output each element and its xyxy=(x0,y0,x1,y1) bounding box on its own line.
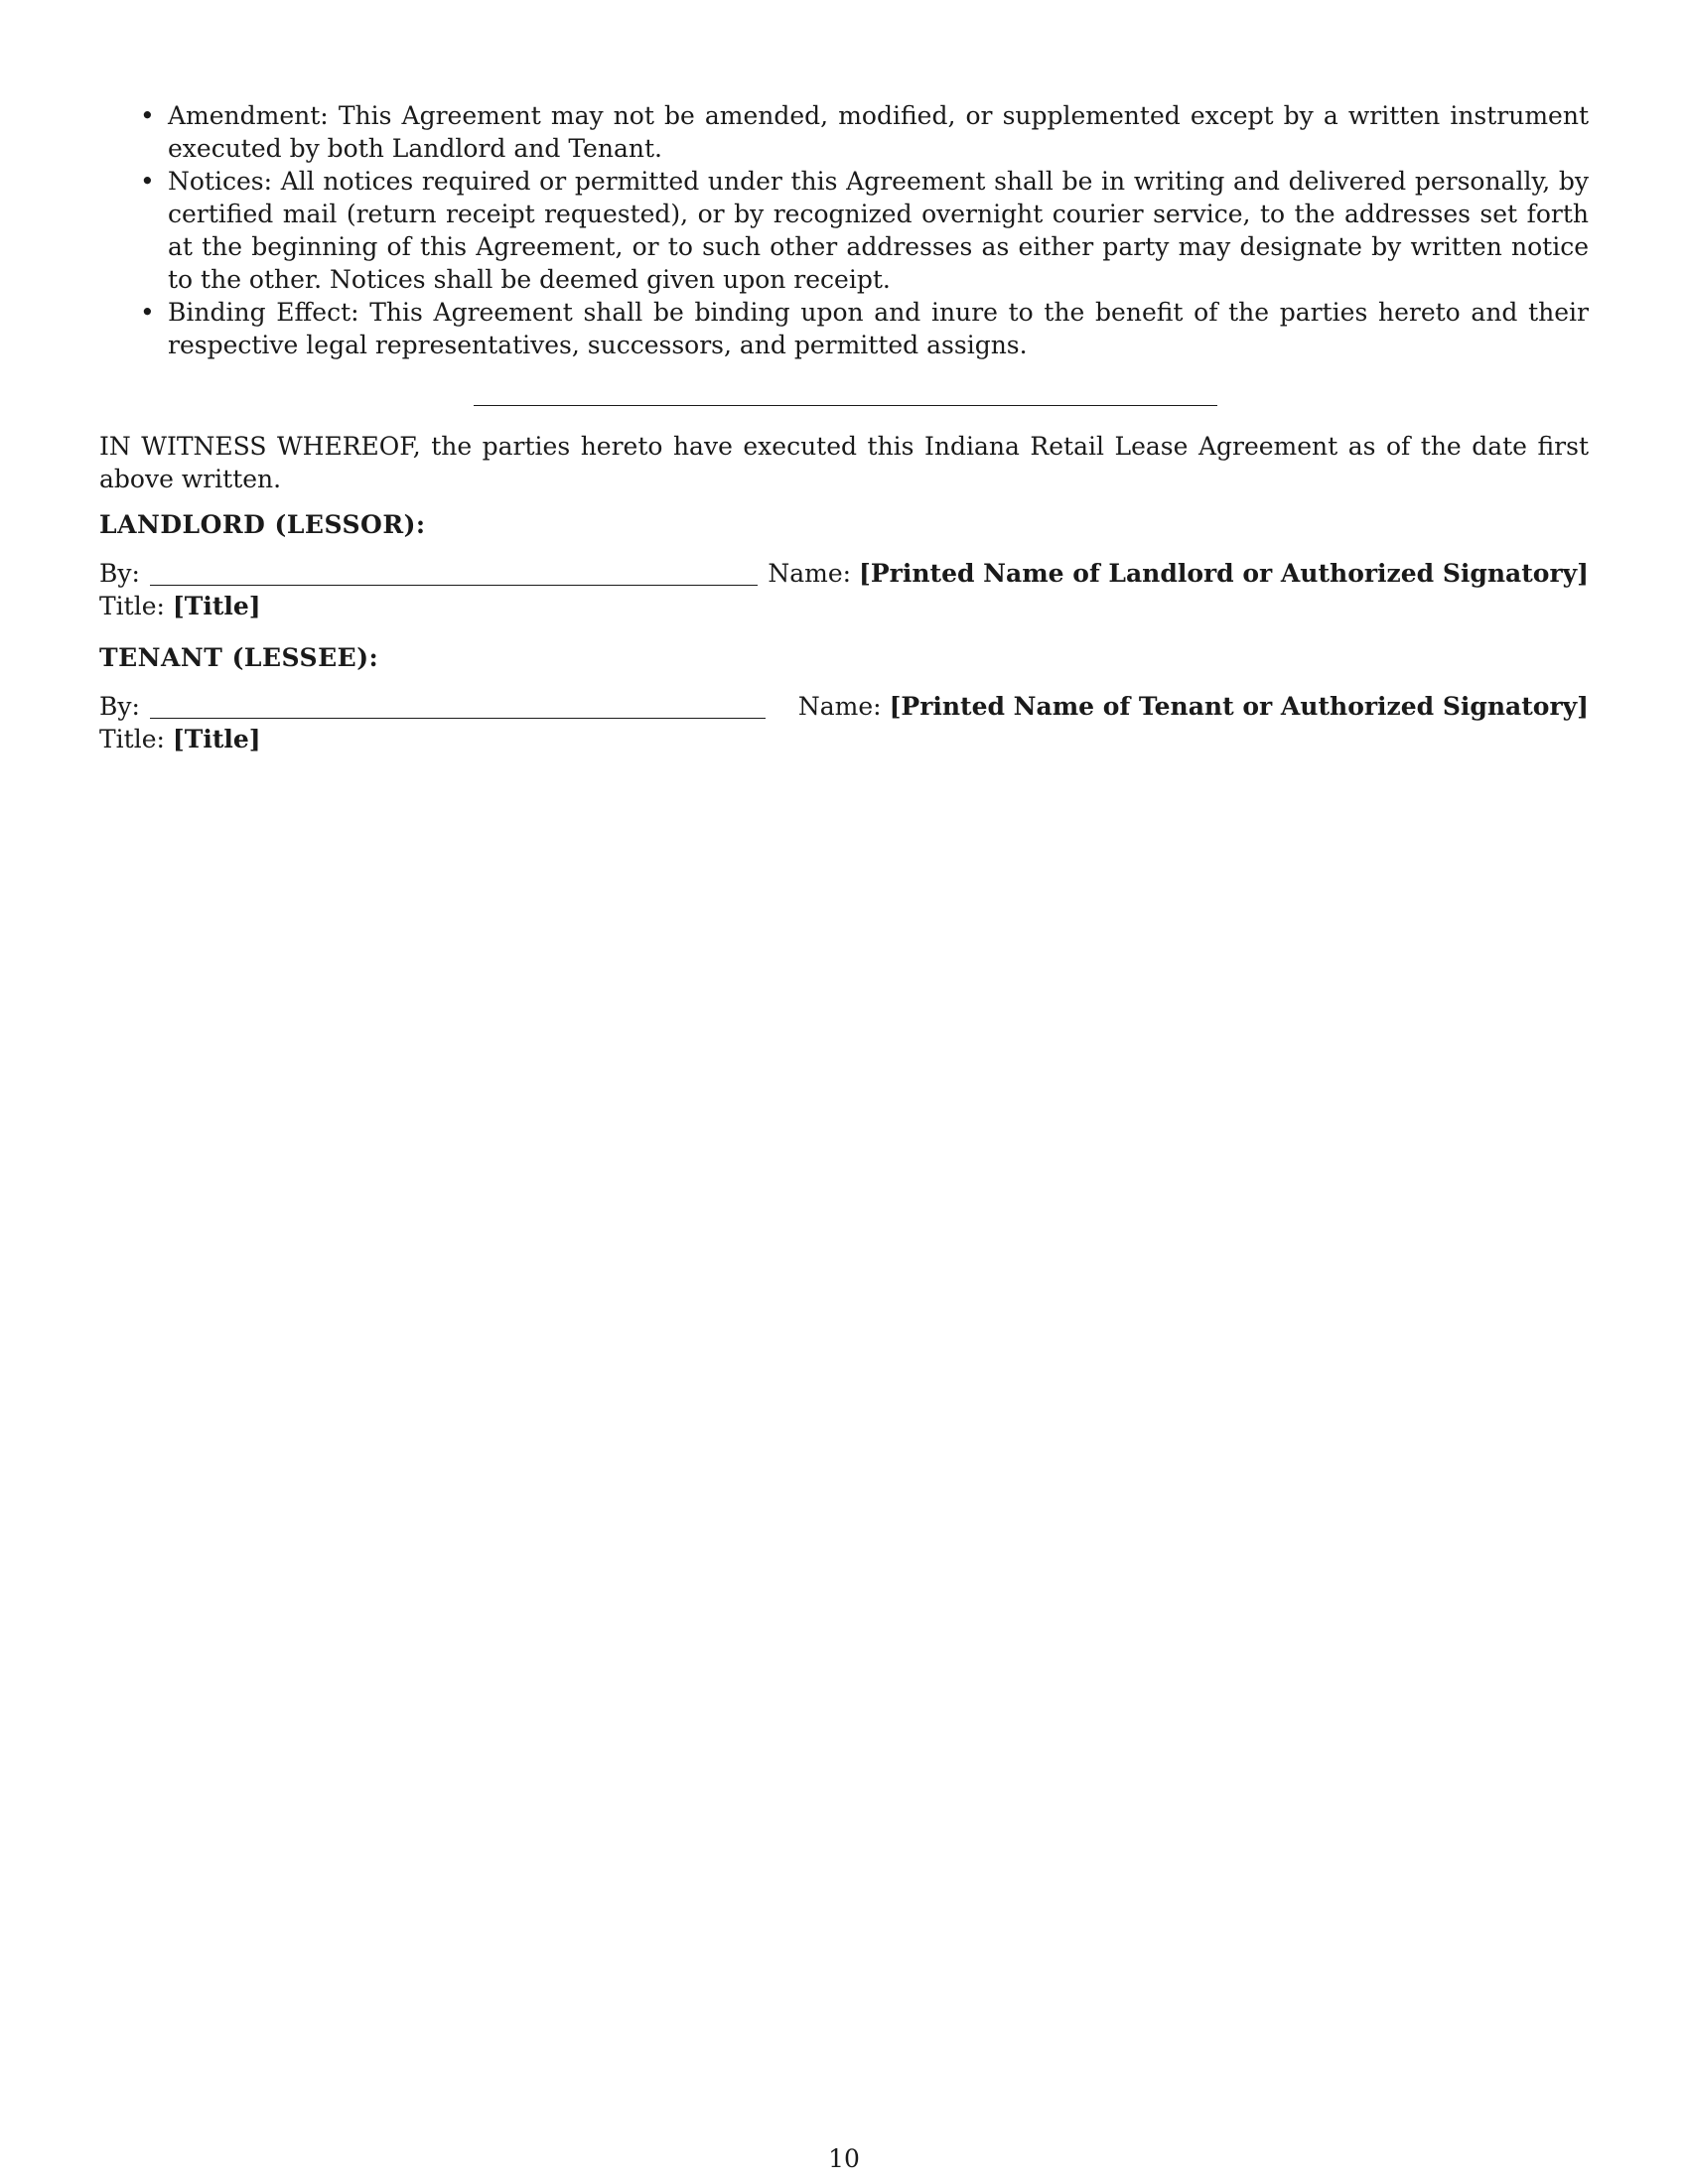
tenant-by-label: By: xyxy=(99,692,140,721)
landlord-title-value: [Title] xyxy=(172,592,261,620)
clause-text: Notices: All notices required or permitted under this Agreement shall be in writing and delivered personally, by certified mail (return receipt requested), or by recognized overnight courier service, to the addresses set forth at the beginning of this Agreement, or to such other addresses as either party may designate by written notice to the other. Notices shall be deemed given upon receipt. xyxy=(168,167,1589,294)
landlord-name-group xyxy=(768,557,1589,590)
tenant-name-value: [Printed Name of Tenant or Authorized Signatory] xyxy=(889,692,1589,721)
tenant-name-group xyxy=(798,690,1589,723)
page-number: 10 xyxy=(828,2144,860,2173)
tenant-title-label: Title: xyxy=(99,725,165,753)
tenant-signature-row xyxy=(99,690,1589,723)
clause-list xyxy=(99,99,1589,361)
clause-text: Amendment: This Agreement may not be amended, modified, or supplemented except by a written instrument executed by both Landlord and Tenant. xyxy=(168,101,1589,163)
tenant-name-label: Name: xyxy=(797,692,882,721)
landlord-by-label: By: xyxy=(99,559,140,588)
tenant-signature-line[interactable] xyxy=(150,718,766,719)
clause-amendment xyxy=(99,99,1589,165)
section-divider xyxy=(474,405,1217,406)
landlord-signature-line[interactable] xyxy=(150,585,758,586)
witness-paragraph: IN WITNESS WHEREOF, the parties hereto have executed this Indiana Retail Lease Agreement as of the date first above written. xyxy=(99,432,1589,493)
landlord-title-label: Title: xyxy=(99,592,165,620)
clauses-section xyxy=(99,99,1589,361)
clause-text: Binding Effect: This Agreement shall be binding upon and inure to the benefit of the parties hereto and their respective legal representatives, successors, and permitted assigns. xyxy=(168,298,1589,359)
tenant-title-row xyxy=(99,723,261,755)
clause-notices xyxy=(99,165,1589,296)
landlord-title-row xyxy=(99,590,261,622)
landlord-name-label: Name: xyxy=(768,559,852,588)
tenant-heading: TENANT (LESSEE): xyxy=(99,643,379,672)
landlord-heading: LANDLORD (LESSOR): xyxy=(99,510,426,539)
bullet: • xyxy=(140,298,155,327)
bullet: • xyxy=(140,167,155,196)
bullet: • xyxy=(140,101,155,130)
landlord-name-value: [Printed Name of Landlord or Authorized Signatory] xyxy=(859,559,1589,588)
tenant-title-value: [Title] xyxy=(172,725,261,753)
clause-binding-effect xyxy=(99,296,1589,361)
landlord-signature-row xyxy=(99,557,1589,590)
